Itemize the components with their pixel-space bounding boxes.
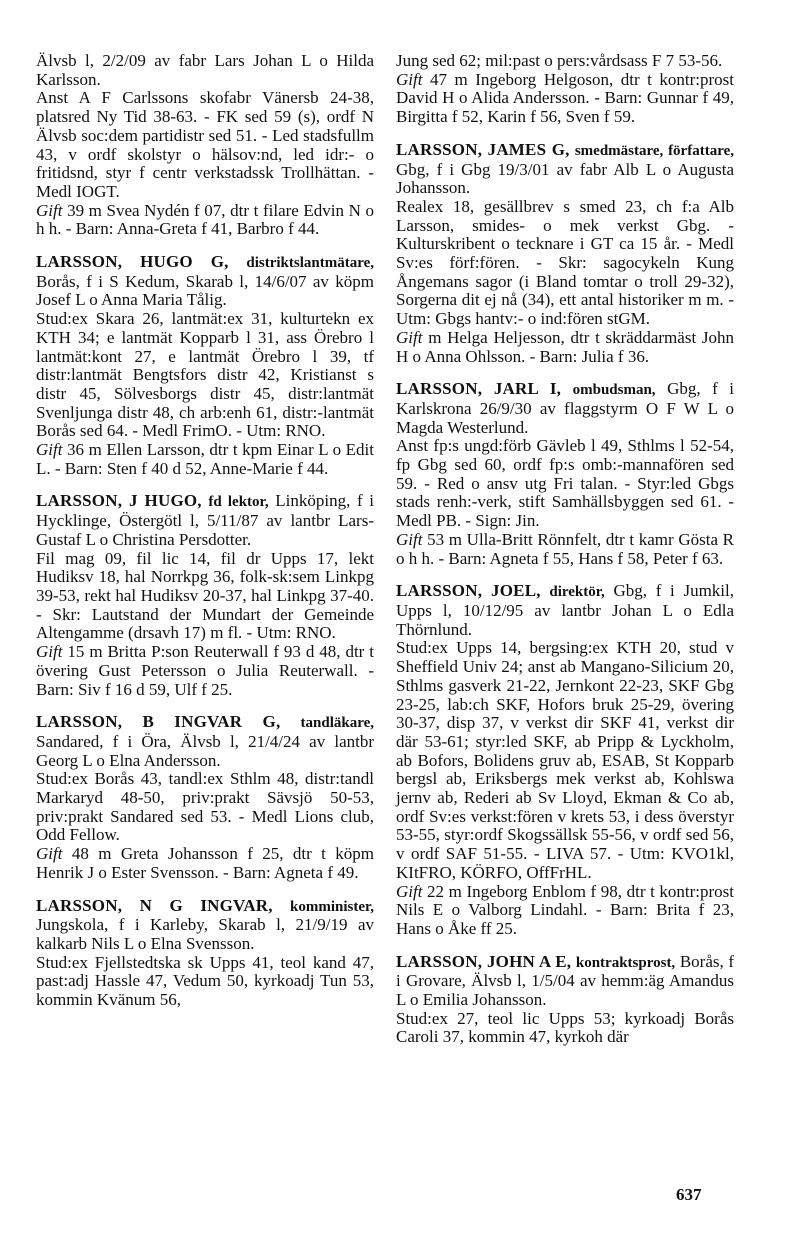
entry-name: LARSSON, JOEL, [396, 581, 541, 601]
gift-label: Gift [396, 529, 423, 549]
gift-label: Gift [36, 642, 63, 662]
entry-title: tandläkare, [300, 715, 375, 732]
entry-body: Anst fp:s ungd:förb Gävleb l 49, Sthlms l 52-54, fp Gbg sed 60, ordf fp:s omb:-mannafören sed 59. - Red o ansv utg Fri talan. - Styr:led Gbgs stads renh:-verk, stift Samhällsbyggen sed 61. - Medl PB. - Sign: Jin. [396, 436, 734, 531]
text-line: Anst A F Carlssons skofabr Vänersb 24-38, platsred Ny Tid 38-63. - FK sed 59 (s), ordf N Älvsb soc:dem partidistr sed 51. - Led stadsfullm 43, v ordf skolstyr o hälsov:nd, led idr:- o fritidsnd, styr f centr verkstadssk Trollhättan. - Medl IOGT. [36, 88, 374, 201]
biography-entry [396, 141, 734, 366]
entry-name: LARSSON, B INGVAR G, [36, 712, 281, 732]
gift-text: 53 m Ulla-Britt Rönnfelt, dtr t kamr Gösta R o h h. - Barn: Agneta f 55, Hans f 58, Peter f 63. [396, 529, 735, 568]
gift-line [36, 441, 374, 478]
entry-title: smedmästare, författare, [574, 142, 734, 159]
gift-label: Gift [36, 200, 63, 220]
entry-body: Stud:ex Fjellstedtska sk Upps 41, teol kand 47, past:adj Hassle 47, Vedum 50, kyrkoadj Tun 53, kommin Kvänum 56, [36, 952, 374, 1010]
page-number: 637 [676, 1185, 702, 1204]
biography-entry [396, 953, 734, 1048]
entry-header [396, 582, 734, 639]
gift-text: 39 m Svea Nydén f 07, dtr t filare Edvin N o h h. - Barn: Anna-Greta f 41, Barbro f 44. [36, 200, 375, 239]
biography-entry [36, 897, 374, 1010]
gift-label: Gift [396, 881, 423, 901]
entry-intro: Gbg, f i Gbg 19/3/01 av fabr Alb L o Augusta Johansson. [396, 159, 734, 198]
gift-line [36, 202, 374, 239]
entry-intro: Borås, f i S Kedum, Skarab l, 14/6/07 av köpm Josef L o Anna Maria Tålig. [36, 271, 374, 310]
entry-name: LARSSON, JOHN A E, [396, 951, 572, 971]
biography-entry [36, 253, 374, 478]
entry-header [396, 141, 734, 198]
entry-title: ombudsman, [572, 382, 656, 399]
entry-header [36, 492, 374, 549]
gift-text: 15 m Britta P:son Reuterwall f 93 d 48, dtr t övering Gust Petersson o Julia Reuterwall. - Barn: Siv f 16 d 59, Ulf f 25. [36, 642, 374, 699]
entry-body: Fil mag 09, fil lic 14, fil dr Upps 17, lekt Hudiksv 18, hal Norrkpg 36, folk-sk:sem Linkpg 39-53, rekt hal Hudiksv 20-37, hal Linkpg 37-40. - Skr: Lautstand der Mundart der Gemeinde Altengamme (drsavh 17) m fl. - Utm: RNO. [36, 548, 374, 643]
entry-header [396, 953, 734, 1010]
entry-intro: Sandared, f i Öra, Älvsb l, 21/4/24 av lantbr Georg L o Elna Andersson. [36, 731, 374, 770]
entry-intro: Gbg, f i Jumkil, Upps l, 10/12/95 av lantbr Johan L o Edla Thörnlund. [396, 581, 734, 639]
continuation-entry [36, 52, 374, 239]
gift-label: Gift [36, 844, 63, 864]
entry-name: LARSSON, JAMES G, [396, 139, 570, 159]
continuation-entry [396, 52, 734, 127]
gift-line [396, 71, 734, 127]
biography-entry [396, 582, 734, 938]
gift-text: 22 m Ingeborg Enblom f 98, dtr t kontr:prost Nils E o Valborg Lindahl. - Barn: Brita f 23, Hans o Åke ff 25. [396, 881, 734, 938]
entry-header [36, 897, 374, 954]
entry-name: LARSSON, J HUGO, [36, 491, 202, 511]
gift-text: 47 m Ingeborg Helgoson, dtr t kontr:prost David H o Alida Andersson. - Barn: Gunnar f 49, Birgitta f 52, Karin f 56, Sven f 59. [396, 69, 735, 127]
gift-label: Gift [36, 440, 63, 460]
entry-intro: Borås, f i Grovare, Älvsb l, 1/5/04 av hemm:äg Amandus L o Emilia Johansson. [396, 951, 735, 1010]
entry-body: Realex 18, gesällbrev s smed 23, ch f:a Alb Larsson, smides- o mek verkst Gbg. - Kulturskribent o tecknare i GT ca 15 år. - Medl Sv:es förf:fören. - Skr: sagocykeln Kung Ångemans sagor (i Bland tomtar o troll 29-32), Sorgerna dit ej nå (34), ett antal historiker m m. - Utm: Gbgs hantv:- o ind:fören stGM. [396, 196, 734, 329]
gift-text: m Helga Heljesson, dtr t skräddarmäst John H o Anna Ohlsson. - Barn: Julia f 36. [396, 327, 735, 366]
gift-label: Gift [396, 69, 423, 89]
gift-text: 36 m Ellen Larsson, dtr t kpm Einar L o Edit L. - Barn: Sten f 40 d 52, Anne-Marie f 44. [36, 440, 374, 478]
entry-body: Stud:ex 27, teol lic Upps 53; kyrkoadj Borås Caroli 37, kommin 47, kyrkoh där [396, 1008, 734, 1047]
entry-body: Stud:ex Upps 14, bergsing:ex KTH 20, stud v Sheffield Univ 24; anst ab Mangano-Silicium 20, Sthlms gasverk 21-22, Jernkont 22-23, SKF Gbg 23-25, lab:ch SKF, Hofors bruk 25-29, övering 30-37, disp 37, v verkst dir SKF 41, verkst dir där 53-61; styr:led SKF, ab Pripp & Lyckholm, ab Bofors, Bolidens gruv ab, ESAB, St Kopparb bergsl ab, Eriksbergs mek verkst ab, Kohlswa jernv ab, Rederi ab Sv Lloyd, Ekman & Co ab, ordf Sv:es verkst:fören v krets 53, i dess överstyr 53-55, styr:ordf Skogssällsk 55-56, v ordf sed 56, v ordf SAF 51-55. - LIVA 57. - Utm: KVO1kl, KItFRO, KÖRFO, OffFrHL. [396, 638, 734, 882]
entry-header [396, 380, 734, 437]
entry-intro: Jungskola, f i Karleby, Skarab l, 21/9/19 av kalkarb Nils L o Elna Svensson. [36, 915, 374, 953]
gift-line [396, 883, 734, 939]
entry-header [36, 253, 374, 310]
text-line: Älvsb l, 2/2/09 av fabr Lars Johan L o Hilda Karlsson. [36, 51, 374, 89]
entry-intro: Gbg, f i Karlskrona 26/9/30 av flaggstyrm O F W L o Magda Westerlund. [396, 379, 735, 437]
left-column [36, 52, 374, 1024]
gift-line [396, 531, 734, 568]
gift-text: 48 m Greta Johansson f 25, dtr t köpm Henrik J o Ester Svensson. - Barn: Agneta f 49. [36, 844, 375, 882]
entry-header [36, 713, 374, 770]
entry-name: LARSSON, N G INGVAR, [36, 895, 273, 915]
entry-body: Stud:ex Borås 43, tandl:ex Sthlm 48, distr:tandl Markaryd 48-50, priv:prakt Sävsjö 50-53, priv:prakt Sandared sed 53. - Medl Lions club, Odd Fellow. [36, 769, 374, 845]
entry-title: direktör, [549, 584, 605, 601]
entry-title: kontraktsprost, [575, 954, 676, 971]
entry-name: LARSSON, HUGO G, [36, 252, 229, 272]
entry-title: distriktslantmätare, [246, 255, 375, 272]
gift-line [396, 329, 734, 366]
entry-title: komminister, [289, 898, 375, 915]
entry-body: Stud:ex Skara 26, lantmät:ex 31, kulturtekn ex KTH 34; e lantmät Kopparb l 31, ass Örebro l lantmät:kont 27, e lantmät Örebro l 39, tf distr:lantmät Bengtsfors distr 42, Kristianst s distr 45, Sölvesborgs distr 45, distr:lantmät Svenljunga distr 48, ch arb:enh 61, distr:-lantmät Borås sed 64. - Medl FrimO. - Utm: RNO. [36, 309, 374, 441]
gift-line [36, 643, 374, 699]
biography-entry [36, 713, 374, 882]
text-line: Jung sed 62; mil:past o pers:vårdsass F 7 53-56. [396, 51, 723, 70]
gift-line [36, 845, 374, 882]
biography-entry [396, 380, 734, 568]
right-column [396, 52, 734, 1061]
entry-intro: Linköping, f i Hycklinge, Östergötl l, 5/11/87 av lantbr Lars-Gustaf L o Christina Persdotter. [36, 491, 375, 549]
biography-entry [36, 492, 374, 699]
entry-name: LARSSON, JARL I, [396, 379, 562, 399]
gift-label: Gift [396, 327, 423, 347]
entry-title: fd lektor, [208, 494, 269, 511]
